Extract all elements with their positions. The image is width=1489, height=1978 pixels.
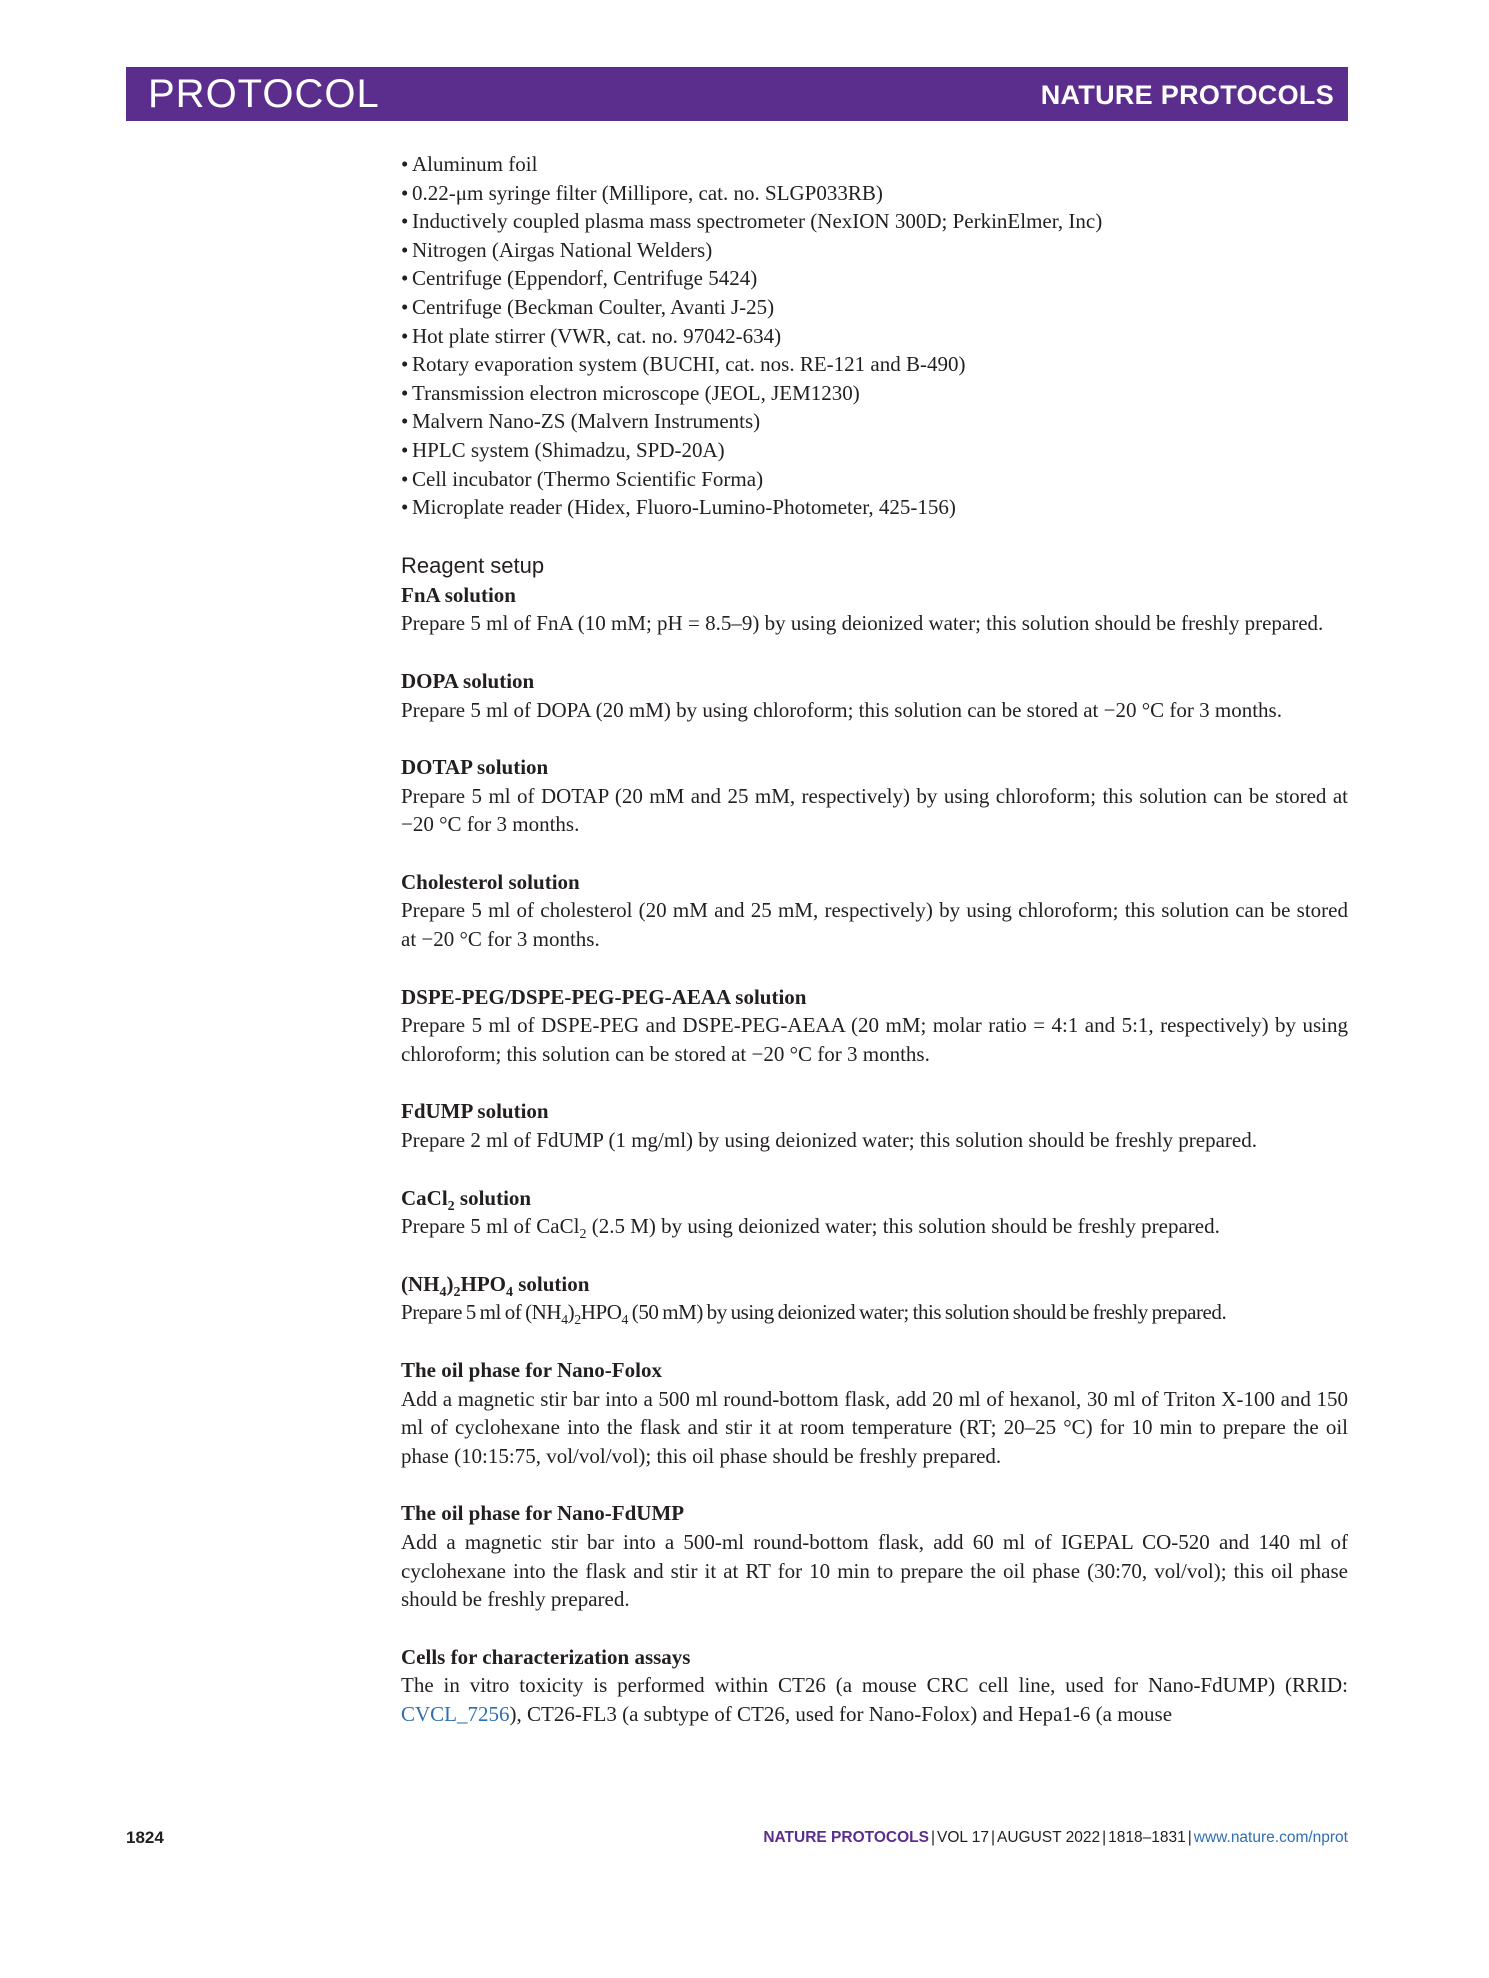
bullet-icon: •: [401, 380, 409, 405]
equipment-item: [401, 264, 1348, 293]
equipment-item-text: HPLC system (Shimadzu, SPD-20A): [412, 437, 725, 462]
equipment-item: [401, 407, 1348, 436]
footer-volume: VOL 17: [936, 1829, 989, 1846]
equipment-item-text: Centrifuge (Eppendorf, Centrifuge 5424): [412, 266, 758, 291]
equipment-item-text: 0.22-μm syringe filter (Millipore, cat. no. SLGP033RB): [412, 180, 883, 205]
footer-citation: NATURE PROTOCOLS | VOL 17 | AUGUST 2022 | 1818–1831 | www.nature.com/nprot: [763, 1829, 1348, 1846]
equipment-item: [401, 350, 1348, 379]
equipment-item: [401, 150, 1348, 179]
bullet-icon: •: [401, 294, 409, 319]
bullet-icon: •: [401, 209, 409, 234]
equipment-item: [401, 322, 1348, 351]
equipment-item: [401, 465, 1348, 494]
cholesterol-solution-block: [401, 868, 1348, 954]
equipment-item: [401, 236, 1348, 265]
bullet-icon: •: [401, 352, 409, 377]
dopa-text: Prepare 5 ml of DOPA (20 mM) by using chloroform; this solution can be stored at −20 °C for 3 months.: [401, 697, 1282, 722]
fdump-solution-block: [401, 1097, 1348, 1154]
fdump-heading: FdUMP solution: [401, 1099, 549, 1124]
footer-journal: NATURE PROTOCOLS: [763, 1829, 929, 1846]
fdump-text: Prepare 2 ml of FdUMP (1 mg/ml) by using deionized water; this solution should be freshly prepared.: [401, 1128, 1257, 1153]
fna-solution-block: [401, 581, 1348, 638]
equipment-item-text: Centrifuge (Beckman Coulter, Avanti J-25): [412, 294, 775, 319]
rrid-link[interactable]: CVCL_7256: [401, 1701, 510, 1726]
cholesterol-text: Prepare 5 ml of cholesterol (20 mM and 25 mM, respectively) by using chloroform; this solution can be stored at −20 °C for 3 months.: [401, 898, 1348, 952]
oil-phase-folox-heading: The oil phase for Nano-Folox: [401, 1358, 662, 1382]
dspe-heading: DSPE-PEG/DSPE-PEG-PEG-AEAA solution: [401, 984, 807, 1009]
bullet-icon: •: [401, 495, 409, 520]
dotap-solution-block: [401, 753, 1348, 839]
fna-text: Prepare 5 ml of FnA (10 mM; pH = 8.5–9) by using deionized water; this solution should be freshly prepared.: [401, 611, 1324, 636]
bullet-icon: •: [401, 266, 409, 291]
section-label: PROTOCOL: [148, 72, 380, 116]
equipment-item-text: Microplate reader (Hidex, Fluoro-Lumino-Photometer, 425-156): [412, 495, 956, 520]
cells-heading: Cells for characterization assays: [401, 1644, 691, 1669]
oil-phase-fdump-text: Add a magnetic stir bar into a 500-ml round-bottom flask, add 60 ml of IGEPAL CO-520 and 140 ml of cyclohexane into the flask and stir it at RT for 10 min to prepare the oil phase (30:70, vol/vol); this oil phase should be freshly prepared.: [401, 1529, 1348, 1612]
fna-heading: FnA solution: [401, 582, 516, 607]
equipment-item-text: Inductively coupled plasma mass spectrometer (NexION 300D; PerkinElmer, Inc): [412, 209, 1103, 234]
footer-date: AUGUST 2022: [997, 1829, 1101, 1846]
cacl2-text: Prepare 5 ml of CaCl$_2$ (2.5 M) by using deionized water; this solution should be freshly prepared.: [401, 1214, 1220, 1243]
bullet-icon: •: [401, 180, 409, 205]
cells-text: The in vitro toxicity is performed within CT26 (a mouse CRC cell line, used for Nano-FdUMP) (RRID: CVCL_7256), CT26-FL3 (a subtype of CT26, used for Nano-Folox) and Hepa1-6 (a mouse: [401, 1673, 1348, 1726]
dopa-heading: DOPA solution: [401, 668, 535, 693]
bullet-icon: •: [401, 323, 409, 348]
equipment-item-text: Hot plate stirrer (VWR, cat. no. 97042-634): [412, 323, 782, 348]
dspe-solution-block: [401, 983, 1348, 1069]
equipment-item: [401, 493, 1348, 522]
equipment-item: [401, 179, 1348, 208]
bullet-icon: •: [401, 409, 409, 434]
equipment-item: [401, 293, 1348, 322]
main-content: [401, 150, 1348, 1758]
oil-phase-folox-block: [401, 1356, 1348, 1470]
bullet-icon: •: [401, 152, 409, 176]
cholesterol-heading: Cholesterol solution: [401, 869, 580, 894]
footer-url[interactable]: www.nature.com/nprot: [1193, 1829, 1348, 1846]
equipment-item: [401, 436, 1348, 465]
equipment-item-text: Rotary evaporation system (BUCHI, cat. nos. RE-121 and B-490): [412, 352, 966, 377]
ammonium-phosphate-solution-block: [401, 1270, 1348, 1327]
oil-phase-folox-text: Add a magnetic stir bar into a 500 ml round-bottom flask, add 20 ml of hexanol, 30 ml of Triton X-100 and 150 ml of cyclohexane into the flask and stir it at room temperature (RT; 20–25 °C) for 10 min to prepare the oil phase (10:15:75, vol/vol/vol); this oil phase should be freshly prepared.: [401, 1386, 1348, 1468]
journal-label: NATURE PROTOCOLS: [1040, 80, 1334, 110]
reagent-setup-title: Reagent setup: [401, 552, 545, 578]
equipment-item-text: Nitrogen (Airgas National Welders): [412, 237, 713, 262]
footer-pages: 1818–1831: [1108, 1829, 1186, 1846]
bullet-icon: •: [401, 466, 409, 491]
equipment-item-text: Aluminum foil: [412, 152, 538, 176]
dopa-solution-block: [401, 667, 1348, 724]
equipment-item-text: Malvern Nano-ZS (Malvern Instruments): [412, 409, 761, 434]
bullet-icon: •: [401, 437, 409, 462]
equipment-item-text: Cell incubator (Thermo Scientific Forma): [412, 466, 764, 491]
dotap-heading: DOTAP solution: [401, 755, 549, 780]
cacl2-solution-block: [401, 1184, 1348, 1241]
dspe-text: Prepare 5 ml of DSPE-PEG and DSPE-PEG-AEAA (20 mM; molar ratio = 4:1 and 5:1, respectively) by using chloroform; this solution can be stored at −20 °C for 3 months.: [401, 1013, 1348, 1066]
oil-phase-fdump-heading: The oil phase for Nano-FdUMP: [401, 1501, 685, 1526]
cells-block: [401, 1643, 1348, 1729]
ammonium-phosphate-text: Prepare 5 ml of $(NH_4)_2HPO_4$ (50 mM) by using deionized water; this solution should be freshly prepared.: [401, 1300, 1227, 1329]
header-bar: [126, 67, 1348, 121]
equipment-list: [401, 150, 1348, 522]
equipment-item: [401, 207, 1348, 236]
equipment-item: [401, 379, 1348, 408]
ammonium-phosphate-heading: $(NH_4)_2HPO_4$ solution: [401, 1271, 590, 1300]
dotap-text: Prepare 5 ml of DOTAP (20 mM and 25 mM, respectively) by using chloroform; this solution can be stored at −20 °C for 3 months.: [401, 783, 1348, 837]
cacl2-heading: CaCl$_2$ solution: [401, 1185, 532, 1214]
equipment-item-text: Transmission electron microscope (JEOL, JEM1230): [412, 380, 860, 405]
oil-phase-fdump-block: [401, 1499, 1348, 1613]
bullet-icon: •: [401, 237, 409, 262]
page-number: 1824: [126, 1828, 164, 1847]
